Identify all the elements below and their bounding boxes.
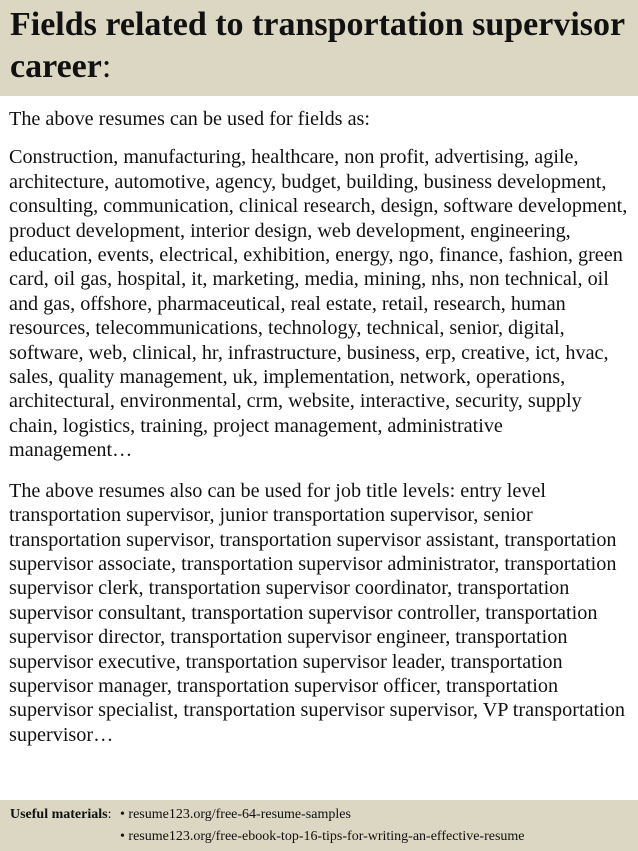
footer-row-1 [10,804,628,826]
useful-materials-label [10,804,120,826]
footer-band [0,800,638,851]
footer-indent [10,826,120,848]
bullet-2: • [120,829,125,844]
page-title-text: Fields related to transportation supervisor career [10,6,625,85]
useful-materials-label-colon: : [107,807,112,822]
fields-list: Construction, manufacturing, healthcare, non profit, advertising, agile, architecture, automotive, agency, budget, building, business development, consulting, communication, clinical research, design, software development, product development, interior design, web development, engineering, education, events, electrical, exhibition, energy, ngo, finance, fashion, green card, oil gas, hospital, it, marketing, media, mining, nhs, non technical, oil and gas, offshore, pharmaceutical, real estate, retail, research, human resources, telecommunications, technology, technical, senior, digital, software, web, clinical, hr, infrastructure, business, erp, creative, ict, hvac, sales, quality management, uk, implementation, network, operations, architectural, environmental, crm, website, interactive, security, supply chain, logistics, training, project management, administrative management… [9,146,628,462]
header-band [0,0,638,96]
useful-materials-label-text: Useful materials [10,807,108,822]
footer-row-2 [10,826,628,848]
job-levels-text: The above resumes also can be used for job title levels: entry level transportation supervisor, junior transportation supervisor, senior transportation supervisor, transportation supervisor assistant, transportation supervisor associate, transportation supervisor administrator, transportation supervisor clerk, transportation supervisor coordinator, transportation supervisor consultant, transportation supervisor controller, transportation supervisor director, transportation supervisor engineer, transportation supervisor executive, transportation supervisor leader, transportation supervisor manager, transportation supervisor officer, transportation supervisor specialist, transportation supervisor supervisor, VP transportation supervisor… [9,479,625,746]
main-content [9,107,631,747]
intro-text: The above resumes can be used for fields as: [9,108,370,130]
resume-ebook-link[interactable]: resume123.org/free-ebook-top-16-tips-for-writing-an-effective-resume [128,829,525,844]
bullet-1: • [120,807,125,822]
page-title [10,4,628,88]
resume-samples-link[interactable]: resume123.org/free-64-resume-samples [128,807,351,822]
page-title-colon: : [101,48,112,85]
